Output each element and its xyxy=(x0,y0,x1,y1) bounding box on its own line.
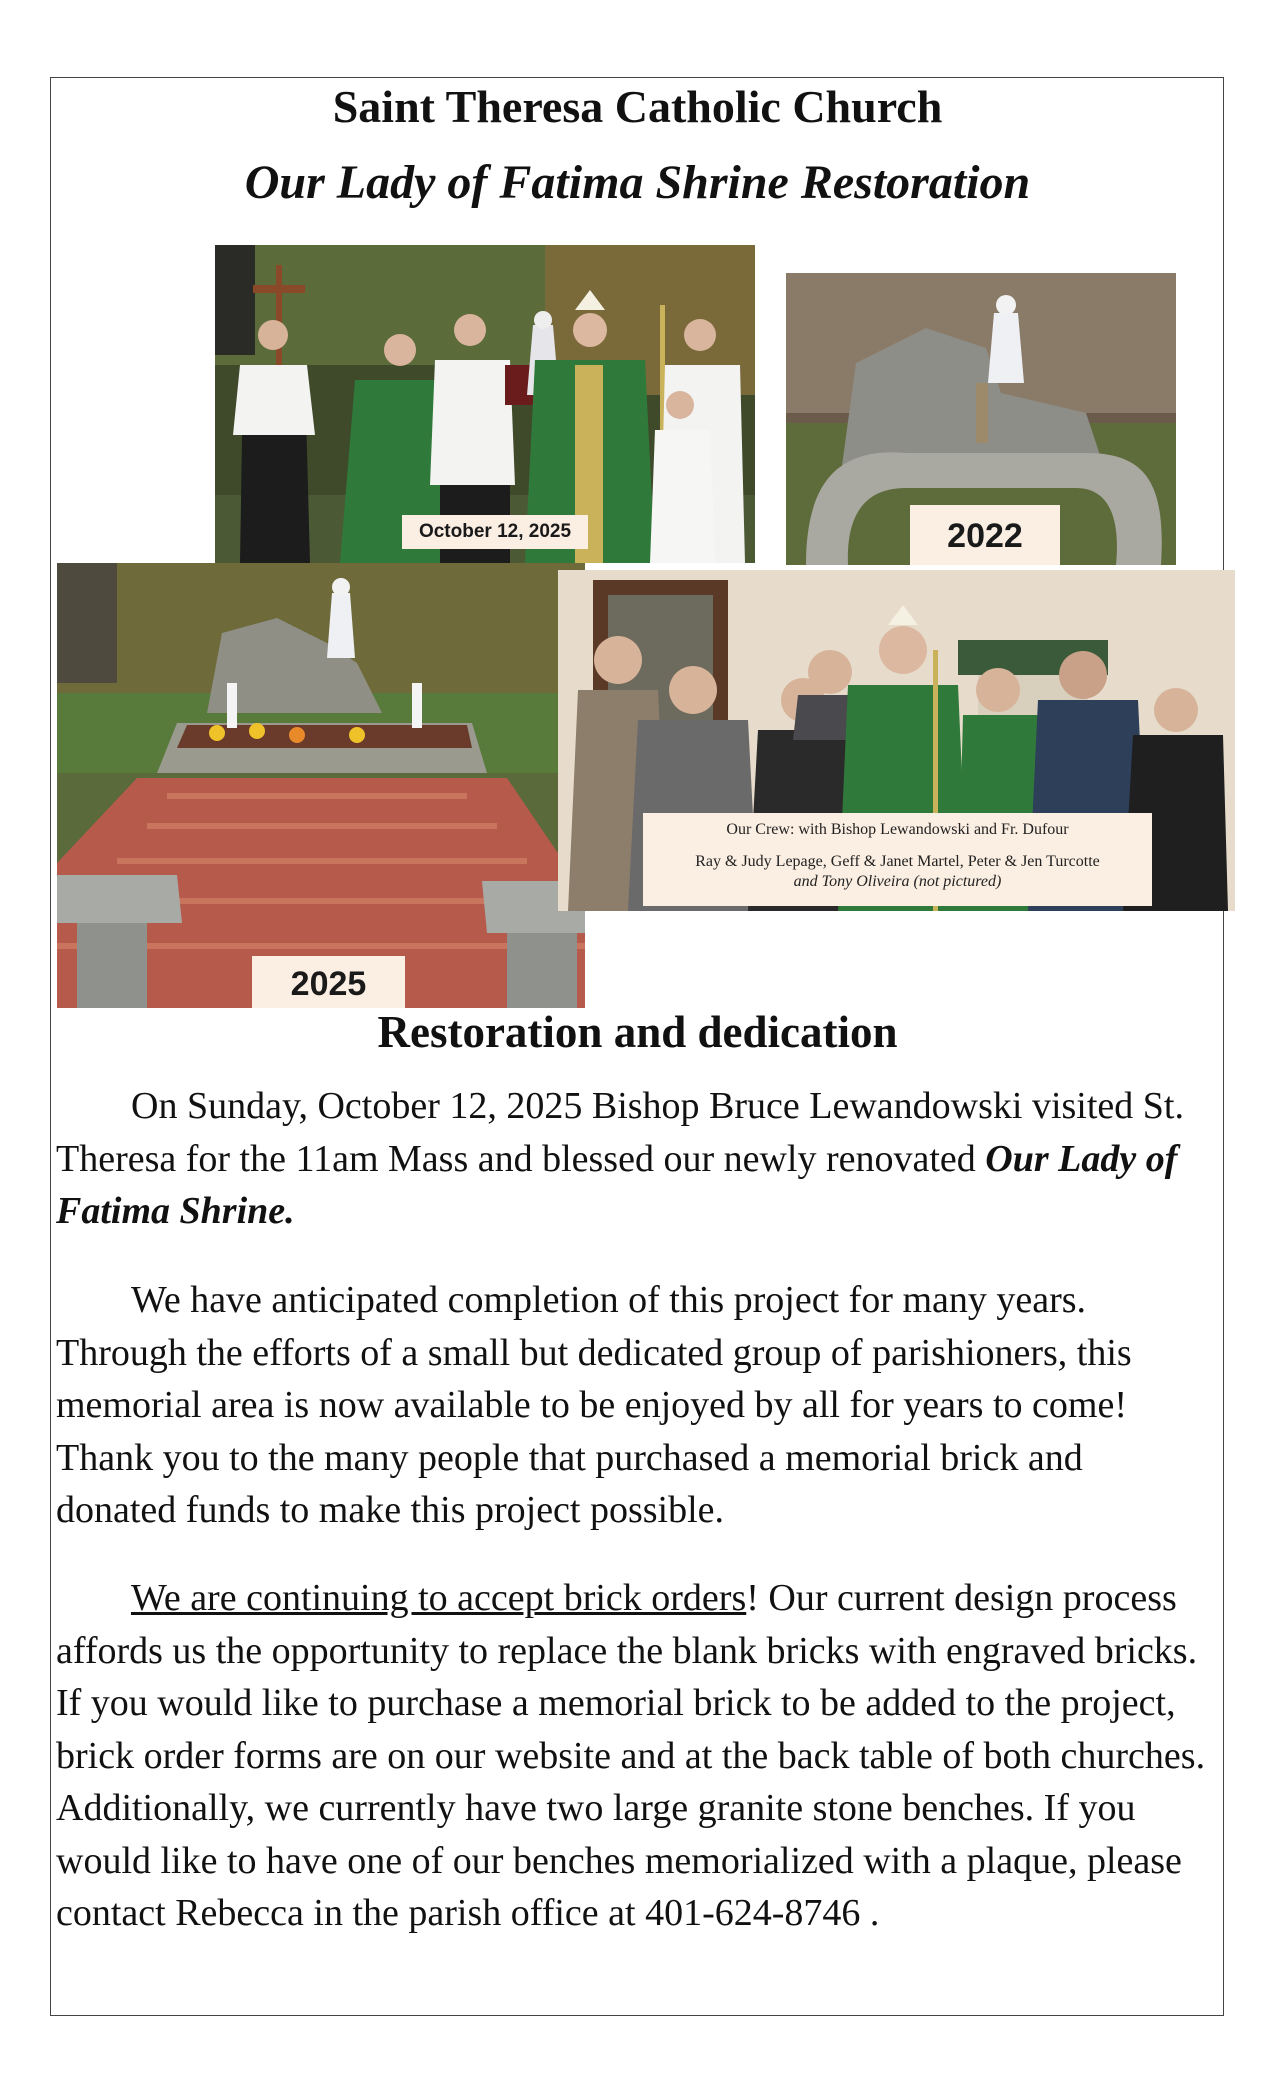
paragraph-dedication xyxy=(56,1080,1206,1238)
shrine-name-emphasis: Our Lady of Fatima Shrine. xyxy=(56,1137,1178,1232)
year-2025-label: 2025 xyxy=(252,956,405,1008)
dedication-date-label: October 12, 2025 xyxy=(402,515,588,549)
crew-caption-line2: Ray & Judy Lepage, Geff & Janet Martel, Peter & Jen Turcotte xyxy=(695,853,1100,870)
brick-orders-underlined: We are continuing to accept brick orders xyxy=(131,1577,747,1619)
crew-caption-line3: and Tony Oliveira (not pictured) xyxy=(793,873,1002,890)
crew-caption-line1: Our Crew: with Bishop Lewandowski and Fr. Dufour xyxy=(726,821,1069,838)
shrine-2025-photo xyxy=(57,563,585,1008)
section-heading: Restoration and dedication xyxy=(377,1007,898,1057)
shrine-2022-photo xyxy=(786,273,1176,565)
project-title: Our Lady of Fatima Shrine Restoration xyxy=(244,156,1031,209)
crew-caption xyxy=(643,813,1152,906)
shrine-2025-illustration xyxy=(57,563,585,1008)
paragraph-brick-orders-text: ! Our current design process affords us the opportunity to replace the blank bricks with engraved bricks. If you would like to purchase a memorial brick to be added to the project, brick order forms are on our website and at the back table of both churches. Additionally, we currently have two large granite stone benches. If you would like to have one of our benches memorialized with a plaque, please contact Rebecca in the parish office at 401-624-8746 . xyxy=(56,1577,1206,1934)
paragraph-brick-orders xyxy=(56,1572,1206,1940)
paragraph-completion-text: We have anticipated completion of this project for many years. Through the efforts of a small but dedicated group of parishioners, this memorial area is now available to be enjoyed by all for years to come! Thank you to the many people that purchased a memorial brick and donated funds to make this project possible. xyxy=(56,1279,1132,1531)
paragraph-dedication-text: On Sunday, October 12, 2025 Bishop Bruce Lewandowski visited St. Theresa for the 11am Mass and blessed our newly renovated xyxy=(56,1085,1184,1180)
paragraph-completion xyxy=(56,1274,1206,1537)
year-2022-label: 2022 xyxy=(910,505,1060,565)
church-name: Saint Theresa Catholic Church xyxy=(332,81,943,132)
dedication-ceremony-photo xyxy=(215,245,755,563)
